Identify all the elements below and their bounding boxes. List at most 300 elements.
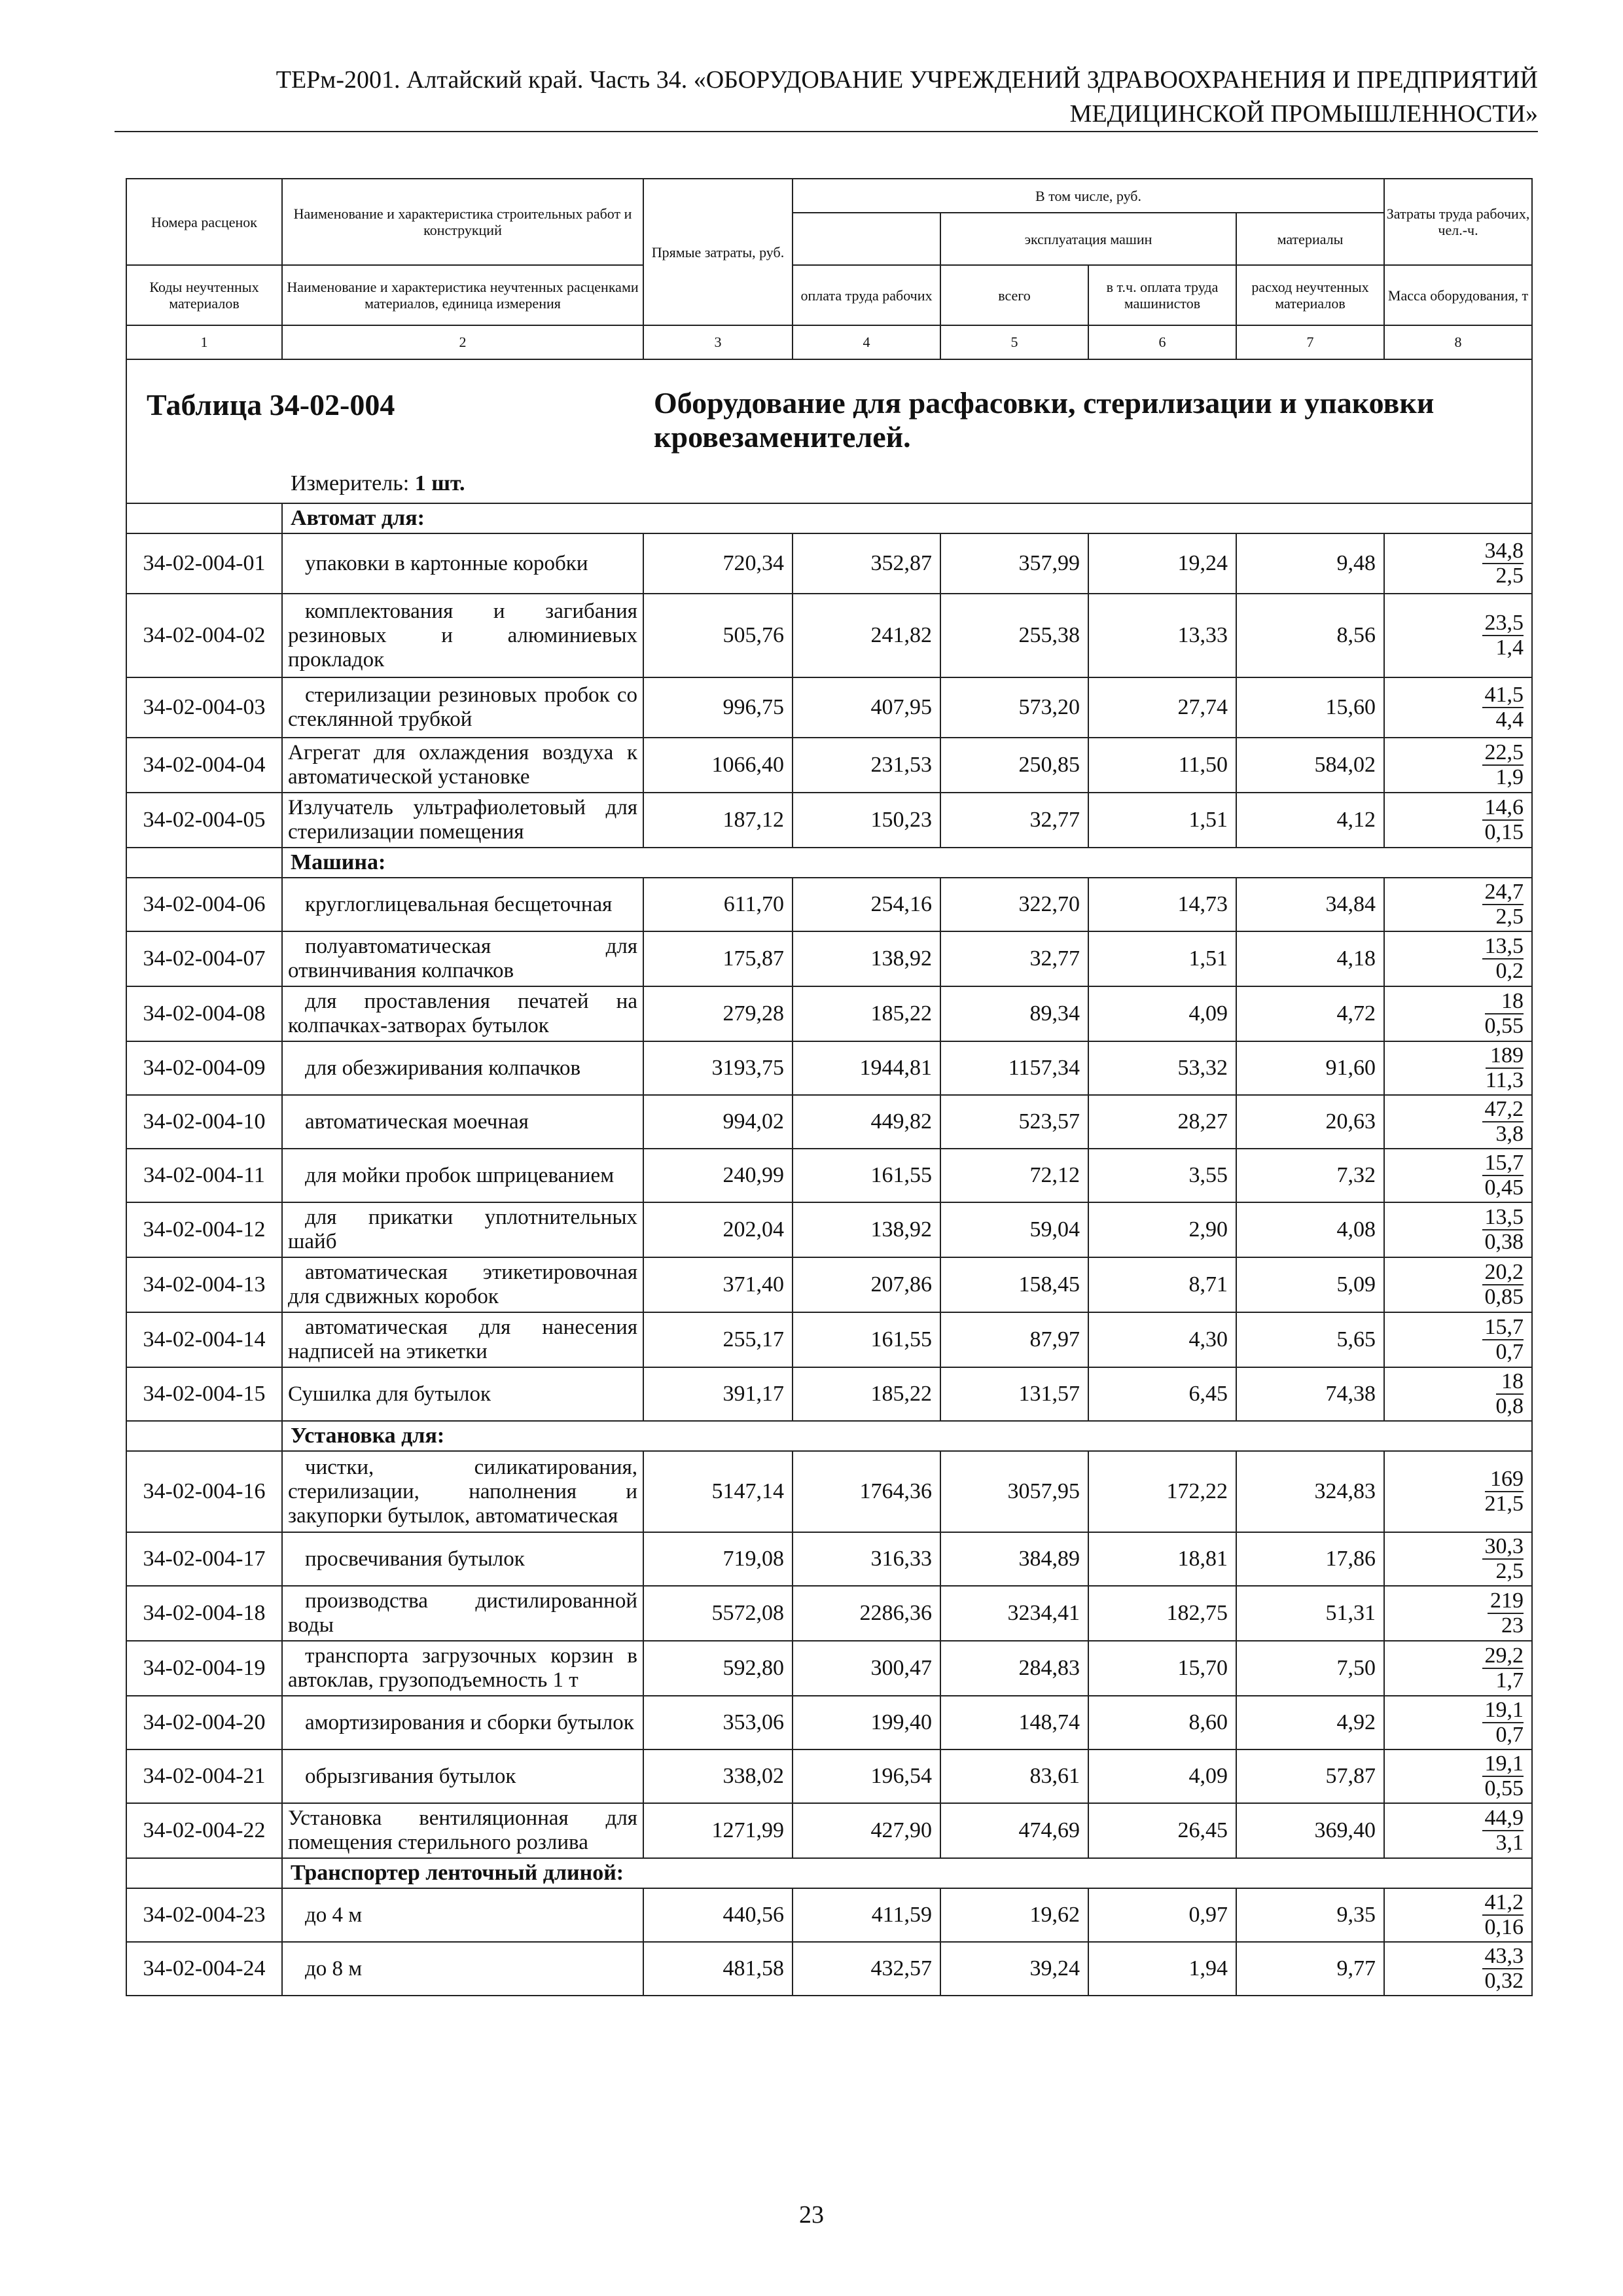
labor-and-mass (1384, 793, 1532, 848)
rate-code: 34-02-004-04 (126, 738, 282, 793)
group-spacer (126, 848, 282, 878)
item-name: упаковки в картонные коробки (282, 533, 643, 594)
col-header-work-name: Наименование и характеристика строительных работ и конструкций (282, 179, 643, 265)
fraction (1485, 1467, 1524, 1516)
equipment-mass: 0,85 (1484, 1285, 1524, 1309)
col-number-7: 7 (1236, 325, 1384, 359)
rate-code: 34-02-004-24 (126, 1942, 282, 1996)
group-spacer (126, 1858, 282, 1888)
machinist-pay: 1,51 (1088, 931, 1236, 986)
machinist-pay: 28,27 (1088, 1095, 1236, 1149)
col-header-equipment-mass: Масса оборудования, т (1384, 265, 1532, 325)
rate-code: 34-02-004-09 (126, 1041, 282, 1095)
rate-code: 34-02-004-22 (126, 1803, 282, 1858)
worker-pay: 300,47 (793, 1641, 940, 1696)
table-row (126, 878, 1532, 931)
labor-and-mass (1384, 878, 1532, 931)
labor-and-mass (1384, 1451, 1532, 1532)
direct-costs: 994,02 (643, 1095, 793, 1149)
col-number-4: 4 (793, 325, 940, 359)
equipment-mass: 23 (1501, 1613, 1524, 1638)
machine-operation-total: 1157,34 (940, 1041, 1088, 1095)
table-row (126, 1586, 1532, 1641)
col-header-material-names: Наименование и характеристика неучтенных расценками материалов, единица измерения (282, 265, 643, 325)
table-row (126, 1803, 1532, 1858)
rate-code: 34-02-004-18 (126, 1586, 282, 1641)
worker-pay: 352,87 (793, 533, 940, 594)
direct-costs: 353,06 (643, 1696, 793, 1749)
direct-costs: 481,58 (643, 1942, 793, 1996)
rate-code: 34-02-004-01 (126, 533, 282, 594)
labor-and-mass (1384, 533, 1532, 594)
table-row (126, 677, 1532, 738)
labor-cost: 14,6 (1482, 796, 1524, 821)
page-number: 23 (799, 2201, 824, 2229)
direct-costs: 5147,14 (643, 1451, 793, 1532)
machine-operation-total: 131,57 (940, 1367, 1088, 1421)
machine-operation-total: 523,57 (940, 1095, 1088, 1149)
fraction (1482, 539, 1524, 588)
materials-cost: 5,09 (1236, 1257, 1384, 1312)
col-header-including: В том числе, руб. (793, 179, 1384, 213)
rate-code: 34-02-004-08 (126, 986, 282, 1041)
item-name: автоматическая для нанесения надписей на этикетки (282, 1312, 643, 1367)
equipment-mass: 4,4 (1495, 708, 1524, 732)
item-name: для обезжиривания колпачков (282, 1041, 643, 1095)
col-number-2: 2 (282, 325, 643, 359)
labor-cost: 169 (1485, 1467, 1524, 1492)
item-name: Агрегат для охлаждения воздуха к автоматической установке (282, 738, 643, 793)
equipment-mass: 0,2 (1495, 959, 1524, 983)
worker-pay: 138,92 (793, 1202, 940, 1257)
machine-operation-total: 357,99 (940, 533, 1088, 594)
item-name: просвечивания бутылок (282, 1532, 643, 1586)
machinist-pay: 18,81 (1088, 1532, 1236, 1586)
item-name: комплектования и загибания резиновых и алюминиевых прокладок (282, 594, 643, 677)
direct-costs: 1271,99 (643, 1803, 793, 1858)
materials-cost: 8,56 (1236, 594, 1384, 677)
worker-pay: 411,59 (793, 1888, 940, 1942)
fraction (1482, 1261, 1524, 1309)
col-number-8: 8 (1384, 325, 1532, 359)
labor-cost: 41,2 (1482, 1891, 1524, 1916)
machinist-pay: 1,94 (1088, 1942, 1236, 1996)
equipment-mass: 0,55 (1484, 1014, 1524, 1038)
materials-cost: 324,83 (1236, 1451, 1384, 1532)
rate-code: 34-02-004-13 (126, 1257, 282, 1312)
labor-and-mass (1384, 1888, 1532, 1942)
table-row (126, 1641, 1532, 1696)
fraction (1482, 1535, 1524, 1583)
equipment-mass: 0,45 (1484, 1175, 1524, 1200)
equipment-mass: 1,9 (1495, 765, 1524, 789)
fraction (1482, 1752, 1524, 1801)
worker-pay: 207,86 (793, 1257, 940, 1312)
table-row (126, 1149, 1532, 1202)
table-title: Оборудование для расфасовки, стерилизации и упаковки кровезаменителей. (654, 386, 1435, 454)
materials-cost: 4,12 (1236, 793, 1384, 848)
labor-cost: 44,9 (1482, 1806, 1524, 1831)
machine-operation-total: 59,04 (940, 1202, 1088, 1257)
fraction (1482, 796, 1524, 844)
fraction (1482, 683, 1524, 732)
machine-operation-total: 573,20 (940, 677, 1088, 738)
machinist-pay: 11,50 (1088, 738, 1236, 793)
labor-cost: 13,5 (1482, 935, 1524, 960)
header-divider (115, 131, 1538, 132)
equipment-mass: 0,38 (1484, 1230, 1524, 1254)
worker-pay: 196,54 (793, 1749, 940, 1803)
item-name: обрызгивания бутылок (282, 1749, 643, 1803)
materials-cost: 34,84 (1236, 878, 1384, 931)
fraction (1482, 1698, 1524, 1747)
machinist-pay: 19,24 (1088, 533, 1236, 594)
labor-and-mass (1384, 1532, 1532, 1586)
direct-costs: 255,17 (643, 1312, 793, 1367)
machinist-pay: 172,22 (1088, 1451, 1236, 1532)
direct-costs: 187,12 (643, 793, 793, 848)
col-number-5: 5 (940, 325, 1088, 359)
item-name: полуавтоматическая для отвинчивания колпачков (282, 931, 643, 986)
machine-operation-total: 3057,95 (940, 1451, 1088, 1532)
rate-code: 34-02-004-17 (126, 1532, 282, 1586)
table-row (126, 1888, 1532, 1942)
col-number-3: 3 (643, 325, 793, 359)
machinist-pay: 14,73 (1088, 878, 1236, 931)
direct-costs: 440,56 (643, 1888, 793, 1942)
fraction (1496, 1370, 1524, 1418)
equipment-mass: 3,8 (1495, 1122, 1524, 1146)
machine-operation-total: 255,38 (940, 594, 1088, 677)
machine-operation-total: 148,74 (940, 1696, 1088, 1749)
fraction (1482, 1945, 1524, 1993)
table-row (126, 1312, 1532, 1367)
rate-code: 34-02-004-10 (126, 1095, 282, 1149)
item-name: автоматическая этикетировочная для сдвижных коробок (282, 1257, 643, 1312)
worker-pay: 231,53 (793, 738, 940, 793)
fraction (1482, 880, 1524, 929)
labor-and-mass (1384, 1149, 1532, 1202)
machinist-pay: 2,90 (1088, 1202, 1236, 1257)
group-heading: Транспортер ленточный длиной: (282, 1858, 1532, 1888)
rate-code: 34-02-004-12 (126, 1202, 282, 1257)
table-row (126, 1696, 1532, 1749)
col-header-materials: материалы (1236, 213, 1384, 265)
equipment-mass: 0,8 (1495, 1394, 1524, 1418)
materials-cost: 584,02 (1236, 738, 1384, 793)
machinist-pay: 27,74 (1088, 677, 1236, 738)
col-header-machine-operation: эксплуатация машин (940, 213, 1236, 265)
worker-pay: 199,40 (793, 1696, 940, 1749)
labor-and-mass (1384, 1202, 1532, 1257)
item-name: производства дистилированной воды (282, 1586, 643, 1641)
table-row (126, 1041, 1532, 1095)
materials-cost: 369,40 (1236, 1803, 1384, 1858)
col-header-labor-cost: Затраты труда рабочих, чел.-ч. (1384, 179, 1532, 265)
equipment-mass: 0,15 (1484, 820, 1524, 844)
group-spacer (126, 1421, 282, 1451)
table-row (126, 1257, 1532, 1312)
machinist-pay: 0,97 (1088, 1888, 1236, 1942)
machinist-pay: 4,30 (1088, 1312, 1236, 1367)
materials-cost: 51,31 (1236, 1586, 1384, 1641)
labor-cost: 19,1 (1482, 1752, 1524, 1777)
col-number-6: 6 (1088, 325, 1236, 359)
labor-cost: 15,7 (1482, 1316, 1524, 1340)
direct-costs: 391,17 (643, 1367, 793, 1421)
fraction (1482, 611, 1524, 660)
worker-pay: 150,23 (793, 793, 940, 848)
item-name: для прикатки уплотнительных шайб (282, 1202, 643, 1257)
item-name: для проставления печатей на колпачках-затворах бутылок (282, 986, 643, 1041)
worker-pay: 185,22 (793, 986, 940, 1041)
fraction (1482, 1206, 1524, 1254)
equipment-mass: 2,5 (1495, 564, 1524, 588)
item-name: Установка вентиляционная для помещения стерильного розлива (282, 1803, 643, 1858)
rate-code: 34-02-004-07 (126, 931, 282, 986)
equipment-mass: 1,7 (1495, 1668, 1524, 1693)
worker-pay: 1944,81 (793, 1041, 940, 1095)
machine-operation-total: 158,45 (940, 1257, 1088, 1312)
worker-pay: 407,95 (793, 677, 940, 738)
table-row (126, 533, 1532, 594)
labor-and-mass (1384, 1095, 1532, 1149)
materials-cost: 4,72 (1236, 986, 1384, 1041)
equipment-mass: 0,32 (1484, 1969, 1524, 1993)
machine-operation-total: 3234,41 (940, 1586, 1088, 1641)
fraction (1486, 1044, 1524, 1092)
table-title-block (126, 359, 1532, 503)
materials-cost: 5,65 (1236, 1312, 1384, 1367)
materials-cost: 15,60 (1236, 677, 1384, 738)
labor-cost: 34,8 (1482, 539, 1524, 564)
rate-code: 34-02-004-14 (126, 1312, 282, 1367)
machine-operation-total: 474,69 (940, 1803, 1088, 1858)
equipment-mass: 0,7 (1495, 1340, 1524, 1364)
labor-cost: 189 (1486, 1044, 1524, 1069)
worker-pay: 1764,36 (793, 1451, 940, 1532)
rate-code: 34-02-004-23 (126, 1888, 282, 1942)
fraction (1482, 1644, 1524, 1693)
labor-and-mass (1384, 1641, 1532, 1696)
col-header-direct-costs: Прямые затраты, руб. (643, 179, 793, 325)
table-row (126, 738, 1532, 793)
labor-cost: 41,5 (1482, 683, 1524, 708)
machinist-pay: 13,33 (1088, 594, 1236, 677)
machinist-pay: 4,09 (1088, 1749, 1236, 1803)
item-name: стерилизации резиновых пробок со стеклянной трубкой (282, 677, 643, 738)
rate-code: 34-02-004-06 (126, 878, 282, 931)
labor-cost: 15,7 (1482, 1151, 1524, 1176)
rate-code: 34-02-004-05 (126, 793, 282, 848)
labor-and-mass (1384, 986, 1532, 1041)
rate-code: 34-02-004-03 (126, 677, 282, 738)
worker-pay: 432,57 (793, 1942, 940, 1996)
worker-pay: 316,33 (793, 1532, 940, 1586)
table-row (126, 1095, 1532, 1149)
worker-pay: 161,55 (793, 1312, 940, 1367)
machinist-pay: 6,45 (1088, 1367, 1236, 1421)
col-number-1: 1 (126, 325, 282, 359)
labor-cost: 47,2 (1482, 1098, 1524, 1122)
col-header-worker-pay: оплата труда рабочих (793, 265, 940, 325)
machine-operation-total: 83,61 (940, 1749, 1088, 1803)
running-header-line-1: ТЕРм-2001. Алтайский край. Часть 34. «ОБОРУДОВАНИЕ УЧРЕЖДЕНИЙ ЗДРАВООХРАНЕНИЯ И ПРЕДПРИЯТИЙ (276, 66, 1538, 94)
unit-label: Измеритель: (291, 471, 410, 495)
table-row (126, 1367, 1532, 1421)
price-table (126, 178, 1533, 1996)
table-row (126, 931, 1532, 986)
direct-costs: 175,87 (643, 931, 793, 986)
machinist-pay: 4,09 (1088, 986, 1236, 1041)
materials-cost: 91,60 (1236, 1041, 1384, 1095)
group-spacer (126, 503, 282, 533)
labor-cost: 18 (1496, 1370, 1524, 1395)
col-header-machinist-pay: в т.ч. оплата труда машинистов (1088, 265, 1236, 325)
labor-cost: 24,7 (1482, 880, 1524, 905)
table-row (126, 1749, 1532, 1803)
col-header-empty (793, 213, 940, 265)
worker-pay: 161,55 (793, 1149, 940, 1202)
materials-cost: 74,38 (1236, 1367, 1384, 1421)
table-row (126, 594, 1532, 677)
table-row (126, 793, 1532, 848)
labor-and-mass (1384, 1312, 1532, 1367)
labor-and-mass (1384, 1803, 1532, 1858)
rate-code: 34-02-004-19 (126, 1641, 282, 1696)
equipment-mass: 11,3 (1485, 1068, 1524, 1092)
direct-costs: 996,75 (643, 677, 793, 738)
labor-and-mass (1384, 1586, 1532, 1641)
table-row (126, 1532, 1532, 1586)
running-header (111, 63, 1538, 131)
labor-cost: 219 (1488, 1589, 1524, 1614)
fraction (1482, 1151, 1524, 1200)
fraction (1482, 935, 1524, 983)
item-name: автоматическая моечная (282, 1095, 643, 1149)
item-name: Излучатель ультрафиолетовый для стерилизации помещения (282, 793, 643, 848)
machinist-pay: 182,75 (1088, 1586, 1236, 1641)
worker-pay: 254,16 (793, 878, 940, 931)
fraction (1482, 1806, 1524, 1855)
worker-pay: 185,22 (793, 1367, 940, 1421)
machine-operation-total: 39,24 (940, 1942, 1088, 1996)
machine-operation-total: 72,12 (940, 1149, 1088, 1202)
labor-cost: 29,2 (1482, 1644, 1524, 1669)
table-row (126, 1202, 1532, 1257)
materials-cost: 57,87 (1236, 1749, 1384, 1803)
materials-cost: 9,35 (1236, 1888, 1384, 1942)
direct-costs: 720,34 (643, 533, 793, 594)
labor-and-mass (1384, 1942, 1532, 1996)
machinist-pay: 15,70 (1088, 1641, 1236, 1696)
table-row (126, 986, 1532, 1041)
materials-cost: 7,32 (1236, 1149, 1384, 1202)
direct-costs: 279,28 (643, 986, 793, 1041)
labor-and-mass (1384, 1696, 1532, 1749)
item-name: чистки, силикатирования, стерилизации, наполнения и закупорки бутылок, автоматическая (282, 1451, 643, 1532)
equipment-mass: 0,55 (1484, 1776, 1524, 1801)
rate-code: 34-02-004-11 (126, 1149, 282, 1202)
machine-operation-total: 384,89 (940, 1532, 1088, 1586)
labor-and-mass (1384, 594, 1532, 677)
direct-costs: 719,08 (643, 1532, 793, 1586)
rate-code: 34-02-004-21 (126, 1749, 282, 1803)
item-name: Сушилка для бутылок (282, 1367, 643, 1421)
labor-cost: 23,5 (1482, 611, 1524, 636)
machine-operation-total: 250,85 (940, 738, 1088, 793)
worker-pay: 449,82 (793, 1095, 940, 1149)
equipment-mass: 1,4 (1495, 636, 1524, 660)
group-heading: Автомат для: (282, 503, 1532, 533)
item-name: до 4 м (282, 1888, 643, 1942)
labor-cost: 18 (1485, 990, 1524, 1014)
direct-costs: 240,99 (643, 1149, 793, 1202)
direct-costs: 611,70 (643, 878, 793, 931)
running-header-line-2: МЕДИЦИНСКОЙ ПРОМЫШЛЕННОСТИ» (1069, 100, 1538, 128)
rate-code: 34-02-004-02 (126, 594, 282, 677)
direct-costs: 592,80 (643, 1641, 793, 1696)
machine-operation-total: 322,70 (940, 878, 1088, 931)
unit-value: 1 шт. (414, 471, 465, 495)
labor-and-mass (1384, 1041, 1532, 1095)
equipment-mass: 0,7 (1495, 1723, 1524, 1747)
direct-costs: 505,76 (643, 594, 793, 677)
machine-operation-total: 32,77 (940, 793, 1088, 848)
col-header-rate-numbers: Номера расценок (126, 179, 282, 265)
group-heading: Установка для: (282, 1421, 1532, 1451)
table-number: Таблица 34-02-004 (147, 388, 395, 422)
equipment-mass: 21,5 (1484, 1492, 1524, 1516)
equipment-mass: 2,5 (1495, 905, 1524, 929)
item-name: круглоглицевальная бесщеточная (282, 878, 643, 931)
labor-cost: 30,3 (1482, 1535, 1524, 1560)
direct-costs: 202,04 (643, 1202, 793, 1257)
labor-and-mass (1384, 1367, 1532, 1421)
worker-pay: 241,82 (793, 594, 940, 677)
col-header-unaccounted-materials: расход неучтенных материалов (1236, 265, 1384, 325)
labor-and-mass (1384, 1257, 1532, 1312)
worker-pay: 427,90 (793, 1803, 940, 1858)
materials-cost: 9,48 (1236, 533, 1384, 594)
item-name: транспорта загрузочных корзин в автоклав, грузоподъемность 1 т (282, 1641, 643, 1696)
direct-costs: 371,40 (643, 1257, 793, 1312)
machine-operation-total: 284,83 (940, 1641, 1088, 1696)
col-header-machines-total: всего (940, 265, 1088, 325)
worker-pay: 138,92 (793, 931, 940, 986)
fraction (1482, 1891, 1524, 1939)
item-name: для мойки пробок шприцеванием (282, 1149, 643, 1202)
fraction (1482, 1098, 1524, 1146)
rate-code: 34-02-004-20 (126, 1696, 282, 1749)
direct-costs: 1066,40 (643, 738, 793, 793)
fraction (1485, 990, 1524, 1038)
rate-code: 34-02-004-15 (126, 1367, 282, 1421)
machinist-pay: 8,71 (1088, 1257, 1236, 1312)
labor-cost: 43,3 (1482, 1945, 1524, 1969)
table-row (126, 1451, 1532, 1532)
machinist-pay: 53,32 (1088, 1041, 1236, 1095)
machinist-pay: 8,60 (1088, 1696, 1236, 1749)
machinist-pay: 26,45 (1088, 1803, 1236, 1858)
materials-cost: 4,18 (1236, 931, 1384, 986)
fraction (1482, 1316, 1524, 1364)
materials-cost: 4,08 (1236, 1202, 1384, 1257)
labor-and-mass (1384, 931, 1532, 986)
materials-cost: 7,50 (1236, 1641, 1384, 1696)
labor-and-mass (1384, 738, 1532, 793)
worker-pay: 2286,36 (793, 1586, 940, 1641)
